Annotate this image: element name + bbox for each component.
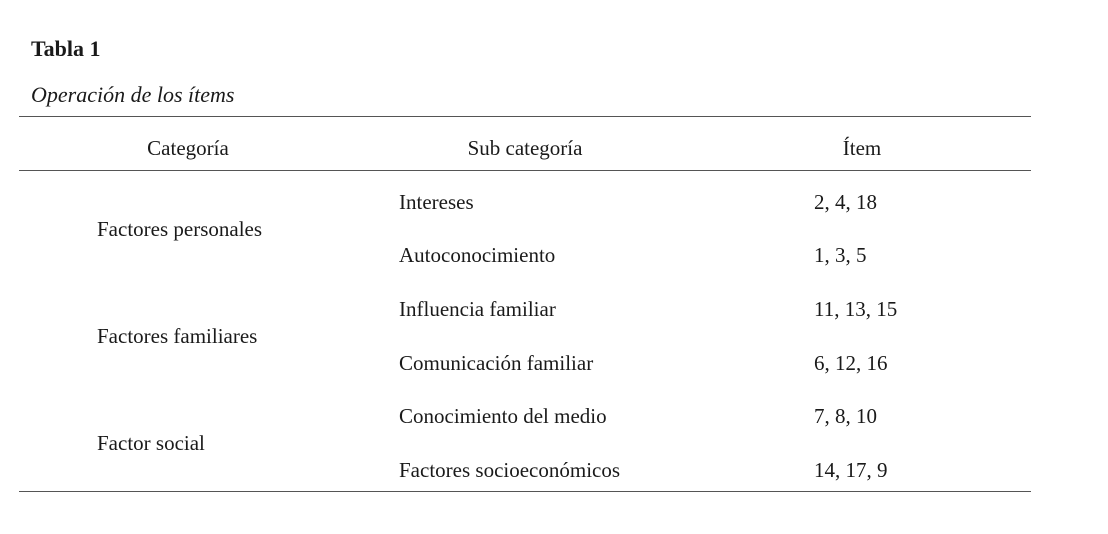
subcategory-cell: Factores socioeconómicos — [399, 458, 621, 482]
top-rule — [19, 116, 1031, 117]
header-rule — [19, 170, 1031, 171]
item-cell: 7, 8, 10 — [814, 404, 877, 428]
subcategory-cell: Autoconocimiento — [399, 243, 556, 267]
subcategory-cell: Influencia familiar — [399, 297, 556, 321]
category-social: Factor social — [97, 431, 205, 455]
table-number: Tabla 1 — [31, 36, 101, 61]
header-subcategory: Sub categoría — [467, 136, 583, 160]
table-caption: Operación de los ítems — [31, 82, 235, 107]
header-category: Categoría — [147, 136, 229, 160]
bottom-rule — [19, 491, 1031, 492]
item-cell: 2, 4, 18 — [814, 190, 877, 214]
category-personal: Factores personales — [97, 217, 263, 241]
subcategory-cell: Intereses — [399, 190, 474, 214]
item-cell: 11, 13, 15 — [814, 297, 898, 321]
subcategory-cell: Comunicación familiar — [399, 351, 594, 375]
category-family: Factores familiares — [97, 324, 258, 348]
item-cell: 6, 12, 16 — [814, 351, 888, 375]
item-cell: 1, 3, 5 — [814, 243, 867, 267]
item-cell: 14, 17, 9 — [814, 458, 888, 482]
header-item: Ítem — [842, 136, 882, 160]
subcategory-cell: Conocimiento del medio — [399, 404, 607, 428]
